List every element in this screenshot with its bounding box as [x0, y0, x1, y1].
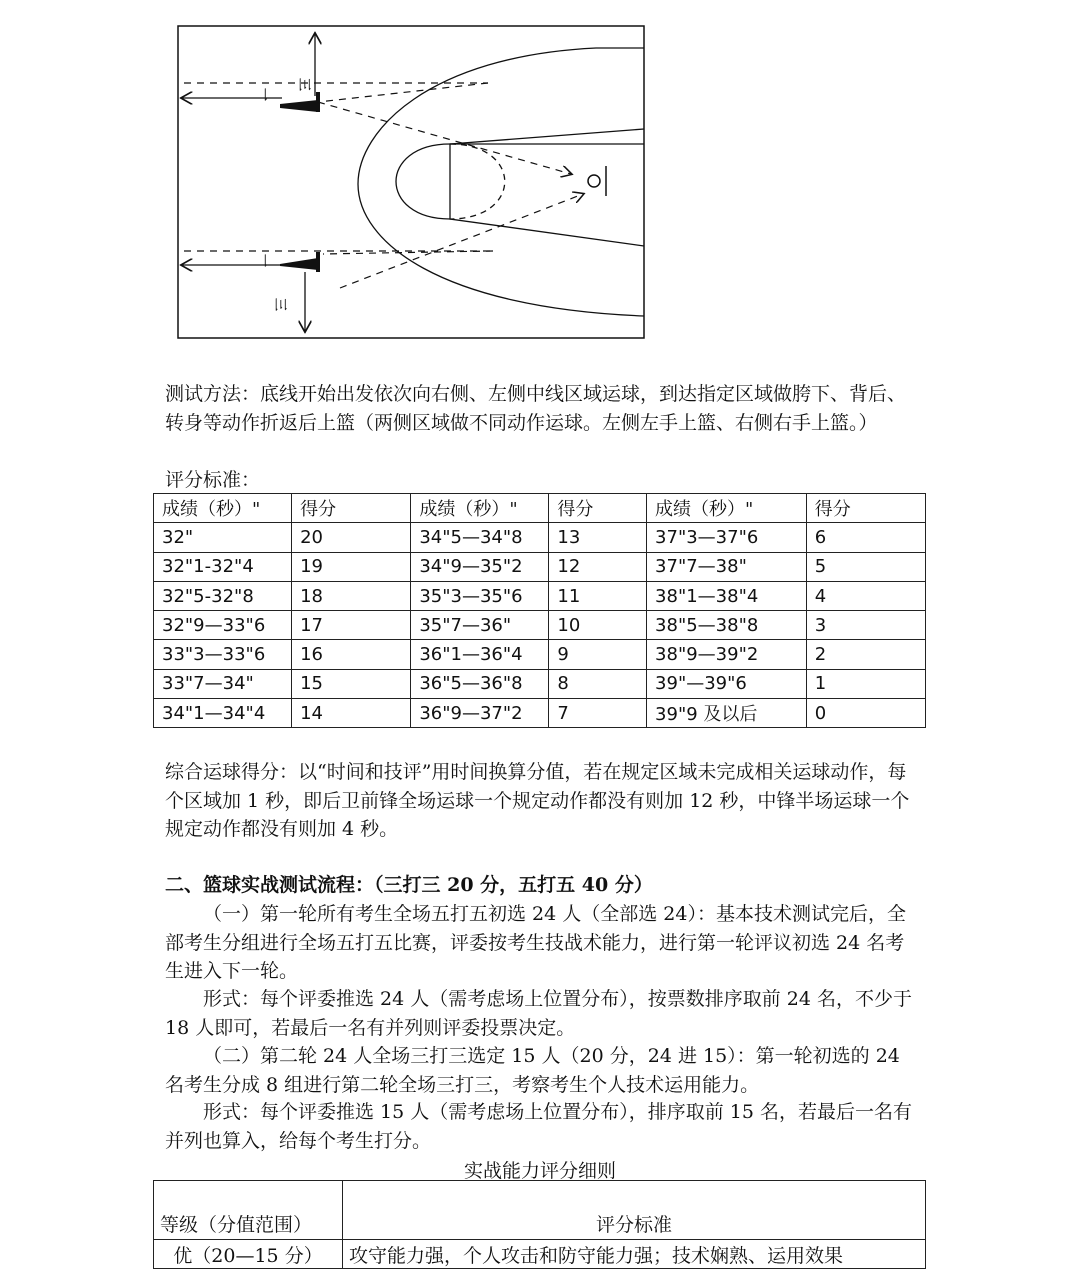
court-svg [178, 26, 644, 338]
score-table [153, 493, 926, 728]
score-cell: 33"3—33"6 [154, 640, 292, 669]
score-cell: 2 [806, 640, 925, 669]
score-cell: 16 [292, 640, 411, 669]
score-table-row [154, 640, 926, 669]
rubric-header-criteria: 评分标准 [343, 1181, 926, 1240]
scoring-label: 评分标准： [165, 469, 261, 491]
rubric-row [154, 1240, 926, 1269]
cone-top [280, 100, 318, 112]
rubric-header-grade: 等级（分值范围） [154, 1181, 343, 1240]
score-cell: 34"5—34"8 [411, 523, 549, 552]
score-cell: 38"5—38"8 [647, 611, 807, 640]
score-cell: 35"7—36" [411, 611, 549, 640]
score-table-row [154, 611, 926, 640]
score-cell: 7 [549, 699, 647, 728]
score-cell: 35"3—35"6 [411, 581, 549, 610]
score-cell: 39"—39"6 [647, 669, 807, 698]
score-cell: 4 [806, 581, 925, 610]
score-header-cell: 得分 [549, 494, 647, 523]
round1-text: （一）第一轮所有考生全场五打五初选 24 人（全部选 24）：基本技术测试完后，全部考生分组进行全场五打五比赛，评委按考生技战术能力，进行第一轮评议初选 24 名考生进入下一轮。 [165, 903, 906, 982]
label-left-top: 一 [256, 88, 271, 102]
score-cell: 15 [292, 669, 411, 698]
free-throw-circle-dashed [450, 144, 505, 219]
test-method: 测试方法：底线开始出发依次向右侧、左侧中线区域运球，到达指定区域做胯下、背后、转身等动作折返后上篮（两侧区域做不同动作运球。左侧左手上篮、右侧右手上篮。） [165, 383, 907, 434]
score-table-row [154, 669, 926, 698]
rubric-criteria-cell: 攻守能力强，个人攻击和防守能力强；技术娴熟、运用效果 [343, 1240, 926, 1269]
score-header-cell: 得分 [806, 494, 925, 523]
score-cell: 33"7—34" [154, 669, 292, 698]
score-cell: 3 [806, 611, 925, 640]
score-cell: 11 [549, 581, 647, 610]
score-cell: 37"7—38" [647, 552, 807, 581]
score-table-header [154, 494, 926, 523]
score-cell: 39"9 及以后 [647, 699, 807, 728]
free-throw-circle-solid [396, 144, 450, 219]
rubric-table [153, 1180, 926, 1269]
dashed-routes [184, 83, 583, 288]
score-table-row [154, 523, 926, 552]
score-cell: 8 [549, 669, 647, 698]
section-heading: 二、篮球实战测试流程：（三打三 20 分，五打五 40 分） [165, 874, 653, 896]
round1-form: 形式：每个评委推选 24 人（需考虑场上位置分布），按票数排序取前 24 名，不少于 18 人即可，若最后一名有并列则评委投票决定。 [165, 988, 913, 1039]
score-header-cell: 得分 [292, 494, 411, 523]
score-cell: 34"9—35"2 [411, 552, 549, 581]
score-cell: 32" [154, 523, 292, 552]
score-cell: 36"9—37"2 [411, 699, 549, 728]
score-cell: 34"1—34"4 [154, 699, 292, 728]
score-cell: 32"5-32"8 [154, 581, 292, 610]
rubric-title: 实战能力评分细则 [463, 1160, 616, 1182]
score-cell: 6 [806, 523, 925, 552]
score-header-cell: 成绩（秒）" [411, 494, 549, 523]
three-point-arc [358, 48, 644, 316]
score-cell: 10 [549, 611, 647, 640]
lane-top-line [450, 129, 644, 144]
score-cell: 38"1—38"4 [647, 581, 807, 610]
score-cell: 14 [292, 699, 411, 728]
score-cell: 0 [806, 699, 925, 728]
cone-bottom [280, 258, 318, 270]
score-header-cell: 成绩（秒）" [154, 494, 292, 523]
score-table-row [154, 552, 926, 581]
score-cell: 19 [292, 552, 411, 581]
round2-form: 形式：每个评委推选 15 人（需考虑场上位置分布），排序取前 15 名，若最后一名有并列也算入，给每个考生打分。 [165, 1101, 913, 1152]
round2-text: （二）第二轮 24 人全场三打三选定 15 人（20 分，24 进 15）：第一轮初选的 24 名考生分成 8 组进行第二轮全场三打三，考察考生个人技术运用能力。 [165, 1045, 900, 1096]
score-cell: 20 [292, 523, 411, 552]
lane-lines [450, 144, 644, 246]
score-table-row [154, 581, 926, 610]
label-top: 三 [296, 78, 311, 92]
label-left-bottom: 一 [256, 254, 271, 268]
score-cell: 13 [549, 523, 647, 552]
court-boundary [178, 26, 644, 338]
score-cell: 36"5—36"8 [411, 669, 549, 698]
score-cell: 36"1—36"4 [411, 640, 549, 669]
score-cell: 12 [549, 552, 647, 581]
score-cell: 32"9—33"6 [154, 611, 292, 640]
score-cell: 32"1-32"4 [154, 552, 292, 581]
score-cell: 18 [292, 581, 411, 610]
score-cell: 17 [292, 611, 411, 640]
label-bottom: 三 [272, 298, 287, 312]
score-cell: 1 [806, 669, 925, 698]
rubric-grade-cell: 优（20—15 分） [154, 1240, 343, 1269]
score-header-cell: 成绩（秒）" [647, 494, 807, 523]
score-cell: 37"3—37"6 [647, 523, 807, 552]
score-cell: 38"9—39"2 [647, 640, 807, 669]
rubric-header-row [154, 1181, 926, 1240]
court-diagram [178, 26, 644, 338]
summary-text: 综合运球得分：以“时间和技评”用时间换算分值，若在规定区域未完成相关运球动作，每个区域加 1 秒，即后卫前锋全场运球一个规定动作都没有则加 12 秒，中锋半场运球一个规定动作都没有则加 4 秒。 [165, 761, 910, 840]
score-cell: 5 [806, 552, 925, 581]
basket [588, 175, 600, 187]
score-cell: 9 [549, 640, 647, 669]
score-table-row [154, 699, 926, 728]
